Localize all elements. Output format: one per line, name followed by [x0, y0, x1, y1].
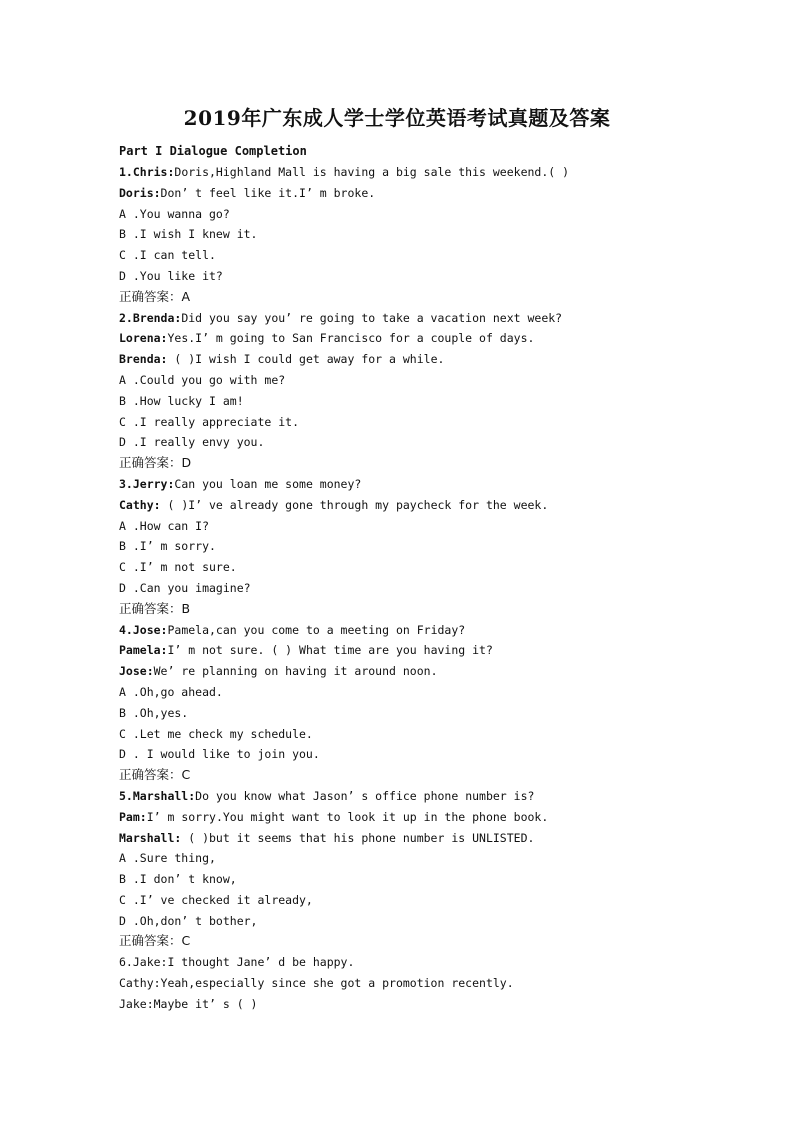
line-text: B .Oh,yes. — [119, 705, 189, 720]
speaker-label: 4.Jose: — [119, 622, 168, 637]
option-line — [119, 994, 759, 1015]
speaker-label: Brenda: — [119, 352, 168, 367]
dialogue-line — [119, 183, 759, 204]
line-text: D .Oh,don’ t bother, — [119, 913, 258, 928]
option-line — [119, 703, 759, 724]
question-list — [119, 162, 759, 1015]
dialogue-line — [119, 495, 759, 516]
speaker-label: 5.Marshall: — [119, 788, 196, 803]
line-text: Can you loan me some money? — [174, 476, 362, 491]
line-text: ( )but it seems that his phone number is UNLISTED. — [181, 830, 535, 845]
line-text: Jake:Maybe it’ s ( ) — [119, 996, 258, 1011]
line-text: Doris,Highland Mall is having a big sale this weekend.( ) — [174, 165, 570, 179]
line-text: 6.Jake:I thought Jane’ d be happy. — [119, 955, 355, 970]
line-text: D .Can you imagine? — [119, 580, 251, 595]
line-text: Did you say you’ re going to take a vacation next week? — [181, 310, 563, 325]
dialogue-line — [119, 661, 759, 682]
section-heading: Part I Dialogue Completion — [119, 144, 307, 158]
line-text: C .I’ ve checked it already, — [119, 892, 313, 907]
option-line — [119, 391, 759, 412]
answer-line — [119, 287, 759, 308]
line-text: Pamela,can you come to a meeting on Friday? — [167, 622, 466, 637]
option-line — [119, 848, 759, 869]
option-line — [119, 370, 759, 391]
line-text: B .I wish I knew it. — [119, 227, 258, 242]
line-text: A .Oh,go ahead. — [119, 684, 223, 699]
dialogue-line — [119, 349, 759, 370]
option-line — [119, 952, 759, 973]
answer-line — [119, 453, 759, 474]
option-line — [119, 973, 759, 994]
answer-line — [119, 599, 759, 620]
correct-answer-text: 正确答案：A — [119, 288, 191, 304]
line-text: B .I’ m sorry. — [119, 539, 216, 554]
dialogue-line — [119, 308, 759, 329]
correct-answer-text: 正确答案：D — [119, 455, 192, 471]
option-line — [119, 266, 759, 287]
line-text: C .I really appreciate it. — [119, 414, 300, 429]
speaker-label: Marshall: — [119, 830, 182, 845]
line-text: D . I would like to join you. — [119, 747, 320, 762]
line-text: Don’ t feel like it.I’ m broke. — [160, 185, 376, 200]
option-line — [119, 578, 759, 599]
line-text: D .You like it? — [119, 268, 223, 283]
speaker-label: Lorena: — [119, 331, 168, 346]
dialogue-line — [119, 162, 759, 183]
option-line — [119, 911, 759, 932]
option-line — [119, 516, 759, 537]
line-text: C .I can tell. — [119, 248, 216, 263]
speaker-label: Doris: — [119, 185, 161, 200]
line-text: A .Sure thing, — [119, 851, 216, 866]
line-text: C .Let me check my schedule. — [119, 726, 313, 741]
line-text: Cathy:Yeah,especially since she got a promotion recently. — [119, 976, 514, 991]
option-line — [119, 536, 759, 557]
option-line — [119, 432, 759, 453]
option-line — [119, 682, 759, 703]
correct-answer-text: 正确答案：C — [119, 933, 191, 949]
answer-line — [119, 931, 759, 952]
option-line — [119, 412, 759, 433]
option-line — [119, 869, 759, 890]
speaker-label: Cathy: — [119, 497, 161, 512]
speaker-label: 1.Chris: — [119, 165, 175, 179]
line-text: We’ re planning on having it around noon. — [153, 664, 438, 679]
page-title: 2019年广东成人学士学位英语考试真题及答案 — [183, 106, 611, 130]
line-text: I’ m not sure. ( ) What time are you having it? — [167, 643, 493, 658]
line-text: C .I’ m not sure. — [119, 560, 237, 575]
dialogue-line — [119, 620, 759, 641]
option-line — [119, 224, 759, 245]
speaker-label: 3.Jerry: — [119, 476, 175, 491]
line-text: I’ m sorry.You might want to look it up in the phone book. — [146, 809, 549, 824]
line-text: ( )I wish I could get away for a while. — [167, 352, 445, 367]
dialogue-line — [119, 328, 759, 349]
line-text: B .I don’ t know, — [119, 872, 237, 887]
option-line — [119, 557, 759, 578]
speaker-label: Pamela: — [119, 643, 168, 658]
option-line — [119, 890, 759, 911]
line-text: D .I really envy you. — [119, 435, 265, 450]
correct-answer-text: 正确答案：C — [119, 767, 191, 783]
line-text: Yes.I’ m going to San Francisco for a couple of days. — [167, 331, 535, 346]
option-line — [119, 724, 759, 745]
correct-answer-text: 正确答案：B — [119, 600, 191, 616]
answer-line — [119, 765, 759, 786]
line-text: B .How lucky I am! — [119, 393, 244, 408]
option-line — [119, 744, 759, 765]
line-text: A .How can I? — [119, 518, 210, 533]
speaker-label: Pam: — [119, 809, 147, 824]
line-text: A .You wanna go? — [119, 206, 230, 221]
option-line — [119, 204, 759, 225]
dialogue-line — [119, 640, 759, 661]
dialogue-line — [119, 786, 759, 807]
dialogue-line — [119, 807, 759, 828]
dialogue-line — [119, 828, 759, 849]
speaker-label: 2.Brenda: — [119, 310, 182, 325]
line-text: A .Could you go with me? — [119, 372, 286, 387]
speaker-label: Jose: — [119, 664, 154, 679]
line-text: ( )I’ ve already gone through my paycheck for the week. — [160, 497, 549, 512]
line-text: Do you know what Jason’ s office phone number is? — [195, 788, 535, 803]
dialogue-line — [119, 474, 759, 495]
option-line — [119, 245, 759, 266]
